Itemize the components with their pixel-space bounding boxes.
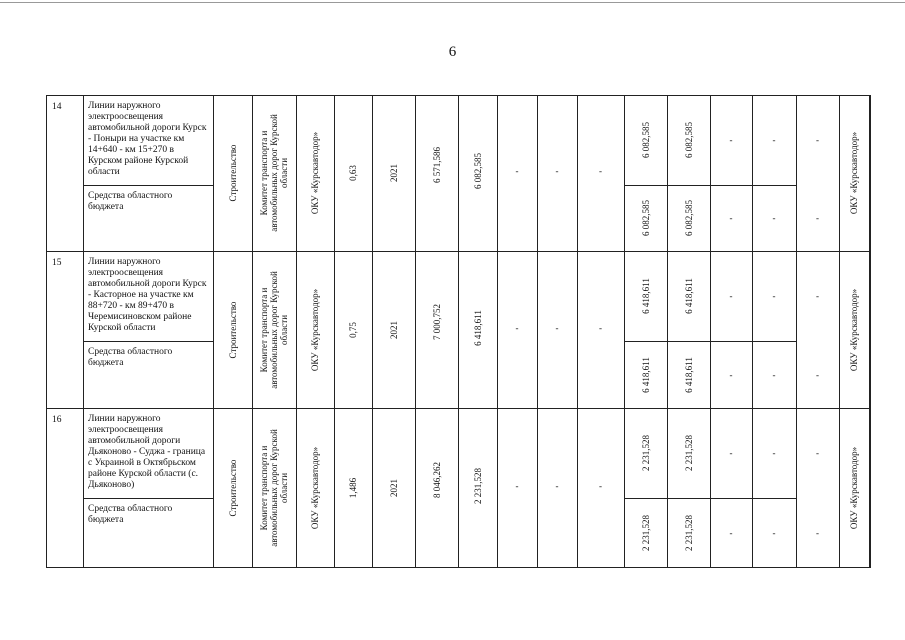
remaining-cost: 6 418,611 <box>472 309 483 346</box>
row-separator <box>46 567 870 568</box>
work-type: Строительство <box>227 144 238 202</box>
empty-value: - <box>515 166 519 176</box>
column-line <box>83 95 84 567</box>
row-number: 14 <box>52 102 62 112</box>
column-line <box>213 95 214 567</box>
object-name: Линии наружного электроосвещения автомобильной дороги Дьяконово - Суджа - граница с Украиной в Октябрьском районе Курской области (с. Дьяконово) <box>88 414 206 490</box>
empty-value: - <box>772 448 776 458</box>
total-amount: 6 418,611 <box>640 356 651 393</box>
empty-value: - <box>772 213 776 223</box>
executor: ОКУ «Курскавтодор» <box>310 446 320 529</box>
object-name: Линии наружного электроосвещения автомобильной дороги Курск - Касторное на участке км 88+720 - км 89+470 в Черемисиновском районе Курской области <box>88 257 207 333</box>
row-number: 15 <box>52 258 62 268</box>
column-line <box>296 95 297 567</box>
empty-value: - <box>555 480 559 491</box>
empty-value: - <box>729 527 733 538</box>
empty-value: - <box>772 527 776 538</box>
column-line <box>624 95 625 567</box>
estimated-cost: 8 046,262 <box>431 461 442 498</box>
column-line <box>869 95 870 567</box>
column-line <box>796 95 797 567</box>
source-split-line <box>83 341 213 342</box>
year: 2021 <box>388 320 399 339</box>
executor: ОКУ «Курскавтодор» <box>310 288 320 371</box>
column-line <box>537 95 538 567</box>
funding-source: Средства областного бюджета <box>88 191 173 212</box>
total-amount: 2 231,528 <box>640 435 651 471</box>
empty-value: - <box>729 369 733 380</box>
empty-value: - <box>772 135 776 145</box>
empty-value: - <box>816 527 819 538</box>
empty-value: - <box>599 166 602 176</box>
funding-source: Средства областного бюджета <box>88 347 173 368</box>
empty-value: - <box>729 135 733 145</box>
empty-value: - <box>772 369 776 380</box>
scan-edge <box>0 2 905 3</box>
empty-value: - <box>515 480 519 491</box>
column-line <box>839 95 840 567</box>
total-amount: 2 231,528 <box>640 514 651 551</box>
year-amount: 2 231,528 <box>683 435 694 471</box>
amount-split-line <box>624 341 796 342</box>
responsible: ОКУ «Курскавтодор» <box>849 446 859 529</box>
empty-value: - <box>599 322 602 333</box>
year: 2021 <box>388 164 399 182</box>
empty-value: - <box>729 291 733 301</box>
customer: Комитет транспорта и автомобильных дорог Курской области <box>259 270 289 389</box>
page-number: 6 <box>448 44 457 60</box>
responsible: ОКУ «Курскавтодор» <box>849 288 859 371</box>
column-line <box>372 95 373 567</box>
empty-value: - <box>729 448 733 458</box>
estimated-cost: 7 000,752 <box>431 303 442 340</box>
empty-value: - <box>816 213 819 223</box>
funding-source: Средства областного бюджета <box>88 504 173 525</box>
source-split-line <box>83 498 213 499</box>
capacity: 0,63 <box>348 165 358 181</box>
year-amount: 6 082,585 <box>683 122 694 158</box>
capacity: 1,486 <box>348 477 358 498</box>
column-line <box>415 95 416 567</box>
empty-value: - <box>555 322 559 333</box>
responsible: ОКУ «Курскавтодор» <box>849 131 859 215</box>
capacity: 0,75 <box>348 321 358 338</box>
empty-value: - <box>599 480 602 491</box>
work-type: Строительство <box>227 301 238 358</box>
year-amount: 6 082,585 <box>683 200 694 236</box>
column-line <box>252 95 253 567</box>
empty-value: - <box>816 369 819 380</box>
empty-value: - <box>816 291 819 301</box>
empty-value: - <box>816 135 819 145</box>
empty-value: - <box>816 448 819 458</box>
year-amount: 6 418,611 <box>683 278 694 314</box>
column-line <box>710 95 711 567</box>
source-split-line <box>83 185 213 186</box>
column-line <box>667 95 668 567</box>
column-line <box>46 95 47 567</box>
customer: Комитет транспорта и автомобильных дорог Курской области <box>259 428 289 547</box>
year-amount: 2 231,528 <box>683 514 694 551</box>
customer: Комитет транспорта и автомобильных дорог Курской области <box>259 114 289 232</box>
empty-value: - <box>772 291 776 301</box>
total-amount: 6 418,611 <box>640 278 651 314</box>
remaining-cost: 2 231,528 <box>472 467 483 504</box>
column-line <box>577 95 578 567</box>
empty-value: - <box>555 166 559 176</box>
total-amount: 6 082,585 <box>640 200 651 236</box>
empty-value: - <box>729 213 733 223</box>
total-amount: 6 082,585 <box>640 122 651 158</box>
executor: ОКУ «Курскавтодор» <box>310 131 320 215</box>
empty-value: - <box>515 322 519 333</box>
column-line <box>334 95 335 567</box>
column-line <box>497 95 498 567</box>
work-type: Строительство <box>227 459 238 516</box>
column-line <box>458 95 459 567</box>
amount-split-line <box>624 185 796 186</box>
object-name: Линии наружного электроосвещения автомобильной дороги Курск - Поныри на участке км 14+640 - км 15+270 в Курском районе Курской области <box>88 101 207 177</box>
amount-split-line <box>624 498 796 499</box>
row-number: 16 <box>52 415 62 425</box>
estimated-cost: 6 571,586 <box>431 147 442 183</box>
column-line <box>752 95 753 567</box>
year-amount: 6 418,611 <box>683 356 694 393</box>
remaining-cost: 6 082,585 <box>472 153 483 189</box>
year: 2021 <box>388 478 399 497</box>
